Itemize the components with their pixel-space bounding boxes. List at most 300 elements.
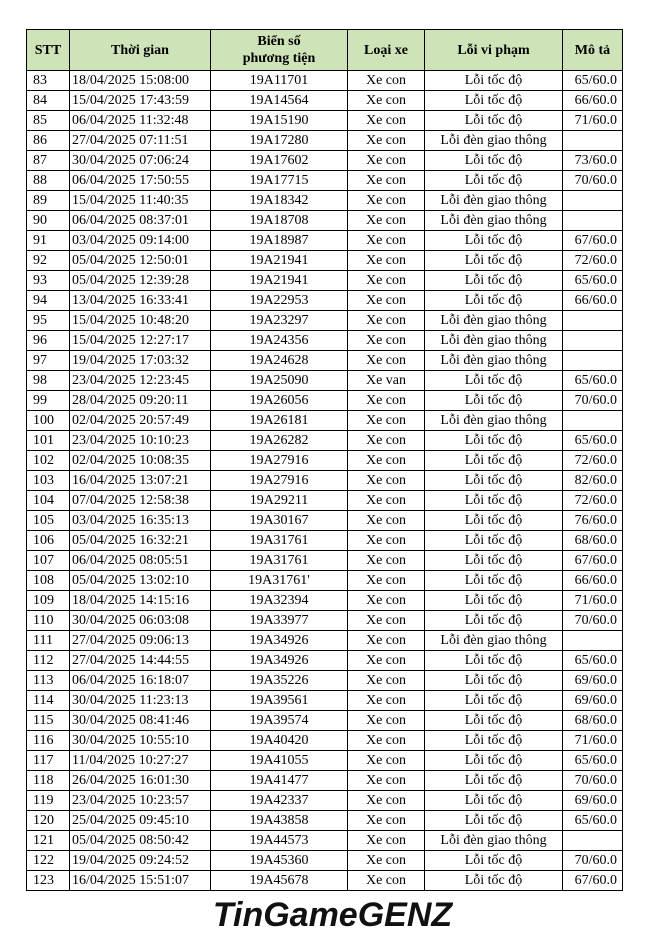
cell-stt: 87 [27, 151, 70, 171]
cell-vehicle-type: Xe con [348, 791, 425, 811]
cell-violation: Lỗi tốc độ [425, 231, 563, 251]
cell-stt: 110 [27, 611, 70, 631]
cell-plate: 19A14564 [211, 91, 348, 111]
cell-stt: 94 [27, 291, 70, 311]
cell-description [563, 831, 623, 851]
cell-vehicle-type: Xe con [348, 771, 425, 791]
cell-plate: 19A11701 [211, 71, 348, 91]
cell-plate: 19A18708 [211, 211, 348, 231]
table-row [27, 851, 623, 871]
cell-description: 67/60.0 [563, 871, 623, 891]
cell-violation: Lỗi tốc độ [425, 71, 563, 91]
table-row [27, 431, 623, 451]
cell-time: 19/04/2025 09:24:52 [70, 851, 211, 871]
cell-plate: 19A40420 [211, 731, 348, 751]
cell-violation: Lỗi tốc độ [425, 511, 563, 531]
cell-violation: Lỗi đèn giao thông [425, 411, 563, 431]
cell-plate: 19A39561 [211, 691, 348, 711]
cell-violation: Lỗi tốc độ [425, 291, 563, 311]
cell-time: 07/04/2025 12:58:38 [70, 491, 211, 511]
cell-violation: Lỗi đèn giao thông [425, 191, 563, 211]
table-row [27, 511, 623, 531]
cell-time: 23/04/2025 12:23:45 [70, 371, 211, 391]
site-watermark [0, 892, 665, 938]
cell-stt: 91 [27, 231, 70, 251]
cell-plate: 19A45360 [211, 851, 348, 871]
cell-vehicle-type: Xe con [348, 611, 425, 631]
cell-time: 19/04/2025 17:03:32 [70, 351, 211, 371]
cell-stt: 100 [27, 411, 70, 431]
cell-plate: 19A26181 [211, 411, 348, 431]
cell-stt: 104 [27, 491, 70, 511]
cell-time: 02/04/2025 10:08:35 [70, 451, 211, 471]
table-row [27, 571, 623, 591]
cell-plate: 19A32394 [211, 591, 348, 611]
cell-stt: 122 [27, 851, 70, 871]
table-row [27, 411, 623, 431]
table-row [27, 71, 623, 91]
cell-time: 06/04/2025 08:05:51 [70, 551, 211, 571]
cell-stt: 86 [27, 131, 70, 151]
table-row [27, 291, 623, 311]
cell-stt: 89 [27, 191, 70, 211]
cell-plate: 19A31761 [211, 531, 348, 551]
cell-stt: 95 [27, 311, 70, 331]
cell-plate: 19A18987 [211, 231, 348, 251]
cell-stt: 106 [27, 531, 70, 551]
table-row [27, 671, 623, 691]
cell-plate: 19A22953 [211, 291, 348, 311]
cell-stt: 114 [27, 691, 70, 711]
table-row [27, 591, 623, 611]
cell-vehicle-type: Xe con [348, 751, 425, 771]
table-row [27, 111, 623, 131]
cell-description: 69/60.0 [563, 671, 623, 691]
cell-time: 26/04/2025 16:01:30 [70, 771, 211, 791]
cell-vehicle-type: Xe con [348, 631, 425, 651]
header-plate-line2: phương tiện [242, 51, 316, 66]
cell-time: 23/04/2025 10:10:23 [70, 431, 211, 451]
table-row [27, 631, 623, 651]
cell-plate: 19A27916 [211, 471, 348, 491]
cell-plate: 19A41055 [211, 751, 348, 771]
cell-plate: 19A43858 [211, 811, 348, 831]
cell-description: 76/60.0 [563, 511, 623, 531]
cell-description: 69/60.0 [563, 791, 623, 811]
cell-vehicle-type: Xe con [348, 491, 425, 511]
cell-violation: Lỗi tốc độ [425, 711, 563, 731]
cell-stt: 83 [27, 71, 70, 91]
cell-description [563, 631, 623, 651]
cell-stt: 105 [27, 511, 70, 531]
cell-plate: 19A27916 [211, 451, 348, 471]
cell-description [563, 311, 623, 331]
cell-plate: 19A17715 [211, 171, 348, 191]
cell-stt: 119 [27, 791, 70, 811]
cell-plate: 19A26056 [211, 391, 348, 411]
table-row [27, 391, 623, 411]
cell-vehicle-type: Xe con [348, 411, 425, 431]
cell-time: 05/04/2025 16:32:21 [70, 531, 211, 551]
cell-vehicle-type: Xe con [348, 651, 425, 671]
cell-stt: 92 [27, 251, 70, 271]
cell-violation: Lỗi tốc độ [425, 791, 563, 811]
cell-violation: Lỗi tốc độ [425, 851, 563, 871]
cell-time: 15/04/2025 12:27:17 [70, 331, 211, 351]
cell-plate: 19A24356 [211, 331, 348, 351]
cell-violation: Lỗi đèn giao thông [425, 631, 563, 651]
cell-vehicle-type: Xe con [348, 191, 425, 211]
cell-vehicle-type: Xe con [348, 551, 425, 571]
cell-vehicle-type: Xe con [348, 91, 425, 111]
cell-vehicle-type: Xe con [348, 331, 425, 351]
cell-vehicle-type: Xe con [348, 691, 425, 711]
cell-time: 11/04/2025 10:27:27 [70, 751, 211, 771]
table-row [27, 451, 623, 471]
cell-description: 70/60.0 [563, 771, 623, 791]
cell-description: 65/60.0 [563, 71, 623, 91]
cell-time: 15/04/2025 11:40:35 [70, 191, 211, 211]
cell-time: 02/04/2025 20:57:49 [70, 411, 211, 431]
table-row [27, 311, 623, 331]
cell-time: 13/04/2025 16:33:41 [70, 291, 211, 311]
table-row [27, 871, 623, 891]
cell-time: 23/04/2025 10:23:57 [70, 791, 211, 811]
cell-time: 05/04/2025 08:50:42 [70, 831, 211, 851]
header-description: Mô tả [563, 30, 623, 71]
cell-vehicle-type: Xe con [348, 811, 425, 831]
cell-vehicle-type: Xe con [348, 451, 425, 471]
cell-description: 72/60.0 [563, 491, 623, 511]
cell-violation: Lỗi đèn giao thông [425, 311, 563, 331]
cell-time: 05/04/2025 13:02:10 [70, 571, 211, 591]
cell-vehicle-type: Xe con [348, 671, 425, 691]
cell-description: 71/60.0 [563, 111, 623, 131]
cell-vehicle-type: Xe con [348, 71, 425, 91]
cell-violation: Lỗi tốc độ [425, 731, 563, 751]
table-row [27, 771, 623, 791]
cell-plate: 19A35226 [211, 671, 348, 691]
cell-time: 30/04/2025 11:23:13 [70, 691, 211, 711]
cell-description: 70/60.0 [563, 391, 623, 411]
cell-plate: 19A39574 [211, 711, 348, 731]
cell-description: 65/60.0 [563, 271, 623, 291]
table-row [27, 171, 623, 191]
cell-plate: 19A17602 [211, 151, 348, 171]
cell-vehicle-type: Xe con [348, 591, 425, 611]
cell-plate: 19A34926 [211, 651, 348, 671]
cell-time: 30/04/2025 08:41:46 [70, 711, 211, 731]
header-time: Thời gian [70, 30, 211, 71]
violations-table [26, 29, 623, 891]
cell-time: 30/04/2025 10:55:10 [70, 731, 211, 751]
cell-violation: Lỗi đèn giao thông [425, 131, 563, 151]
cell-stt: 84 [27, 91, 70, 111]
cell-plate: 19A21941 [211, 271, 348, 291]
cell-stt: 112 [27, 651, 70, 671]
table-row [27, 211, 623, 231]
cell-description: 82/60.0 [563, 471, 623, 491]
table-row [27, 351, 623, 371]
cell-plate: 19A44573 [211, 831, 348, 851]
table-row [27, 491, 623, 511]
cell-stt: 103 [27, 471, 70, 491]
cell-time: 05/04/2025 12:50:01 [70, 251, 211, 271]
cell-time: 15/04/2025 10:48:20 [70, 311, 211, 331]
cell-vehicle-type: Xe con [348, 131, 425, 151]
cell-violation: Lỗi tốc độ [425, 651, 563, 671]
cell-stt: 85 [27, 111, 70, 131]
cell-time: 06/04/2025 11:32:48 [70, 111, 211, 131]
watermark-logo-text: TinGameGENZ [212, 895, 453, 934]
cell-vehicle-type: Xe con [348, 571, 425, 591]
cell-description: 71/60.0 [563, 591, 623, 611]
cell-violation: Lỗi đèn giao thông [425, 211, 563, 231]
cell-description: 70/60.0 [563, 171, 623, 191]
cell-stt: 101 [27, 431, 70, 451]
cell-description: 65/60.0 [563, 431, 623, 451]
cell-description: 69/60.0 [563, 691, 623, 711]
cell-plate: 19A30167 [211, 511, 348, 531]
cell-plate: 19A15190 [211, 111, 348, 131]
cell-time: 30/04/2025 06:03:08 [70, 611, 211, 631]
table-row [27, 471, 623, 491]
cell-time: 15/04/2025 17:43:59 [70, 91, 211, 111]
cell-description: 68/60.0 [563, 711, 623, 731]
cell-violation: Lỗi tốc độ [425, 391, 563, 411]
cell-time: 28/04/2025 09:20:11 [70, 391, 211, 411]
cell-violation: Lỗi tốc độ [425, 871, 563, 891]
cell-vehicle-type: Xe con [348, 831, 425, 851]
cell-stt: 117 [27, 751, 70, 771]
cell-stt: 116 [27, 731, 70, 751]
cell-vehicle-type: Xe con [348, 531, 425, 551]
header-vehicle-type: Loại xe [348, 30, 425, 71]
cell-time: 03/04/2025 09:14:00 [70, 231, 211, 251]
table-header [27, 30, 623, 71]
cell-violation: Lỗi tốc độ [425, 531, 563, 551]
table-row [27, 271, 623, 291]
table-row [27, 531, 623, 551]
cell-plate: 19A17280 [211, 131, 348, 151]
cell-plate: 19A42337 [211, 791, 348, 811]
cell-plate: 19A18342 [211, 191, 348, 211]
cell-description: 66/60.0 [563, 571, 623, 591]
table-row [27, 371, 623, 391]
cell-violation: Lỗi tốc độ [425, 111, 563, 131]
cell-violation: Lỗi tốc độ [425, 151, 563, 171]
cell-stt: 123 [27, 871, 70, 891]
cell-stt: 108 [27, 571, 70, 591]
cell-description: 70/60.0 [563, 851, 623, 871]
cell-vehicle-type: Xe con [348, 731, 425, 751]
cell-description: 65/60.0 [563, 751, 623, 771]
header-violation: Lỗi vi phạm [425, 30, 563, 71]
table-row [27, 551, 623, 571]
cell-violation: Lỗi tốc độ [425, 611, 563, 631]
cell-vehicle-type: Xe con [348, 851, 425, 871]
cell-violation: Lỗi tốc độ [425, 171, 563, 191]
table-row [27, 91, 623, 111]
cell-plate: 19A41477 [211, 771, 348, 791]
cell-violation: Lỗi đèn giao thông [425, 351, 563, 371]
cell-vehicle-type: Xe con [348, 471, 425, 491]
cell-plate: 19A24628 [211, 351, 348, 371]
cell-plate: 19A34926 [211, 631, 348, 651]
cell-stt: 97 [27, 351, 70, 371]
cell-time: 06/04/2025 17:50:55 [70, 171, 211, 191]
cell-violation: Lỗi tốc độ [425, 431, 563, 451]
table-body [27, 71, 623, 891]
cell-plate: 19A26282 [211, 431, 348, 451]
table-row [27, 751, 623, 771]
table-row [27, 231, 623, 251]
header-row [27, 30, 623, 71]
cell-violation: Lỗi đèn giao thông [425, 331, 563, 351]
cell-description: 65/60.0 [563, 371, 623, 391]
cell-stt: 111 [27, 631, 70, 651]
cell-description: 65/60.0 [563, 811, 623, 831]
cell-plate: 19A45678 [211, 871, 348, 891]
cell-stt: 115 [27, 711, 70, 731]
cell-vehicle-type: Xe con [348, 171, 425, 191]
cell-violation: Lỗi tốc độ [425, 251, 563, 271]
cell-violation: Lỗi tốc độ [425, 551, 563, 571]
header-plate [211, 30, 348, 71]
cell-plate: 19A33977 [211, 611, 348, 631]
cell-vehicle-type: Xe con [348, 251, 425, 271]
cell-description: 67/60.0 [563, 551, 623, 571]
cell-description [563, 131, 623, 151]
cell-time: 06/04/2025 08:37:01 [70, 211, 211, 231]
cell-time: 03/04/2025 16:35:13 [70, 511, 211, 531]
cell-description: 68/60.0 [563, 531, 623, 551]
table-row [27, 151, 623, 171]
cell-time: 27/04/2025 14:44:55 [70, 651, 211, 671]
cell-plate: 19A21941 [211, 251, 348, 271]
cell-violation: Lỗi tốc độ [425, 771, 563, 791]
table-row [27, 711, 623, 731]
cell-violation: Lỗi tốc độ [425, 91, 563, 111]
table-row [27, 791, 623, 811]
cell-vehicle-type: Xe con [348, 431, 425, 451]
cell-violation: Lỗi tốc độ [425, 751, 563, 771]
cell-violation: Lỗi tốc độ [425, 591, 563, 611]
cell-description: 72/60.0 [563, 251, 623, 271]
cell-description: 73/60.0 [563, 151, 623, 171]
cell-plate: 19A29211 [211, 491, 348, 511]
cell-description: 65/60.0 [563, 651, 623, 671]
cell-time: 16/04/2025 15:51:07 [70, 871, 211, 891]
cell-description [563, 351, 623, 371]
cell-description [563, 411, 623, 431]
cell-vehicle-type: Xe con [348, 391, 425, 411]
cell-violation: Lỗi tốc độ [425, 471, 563, 491]
cell-vehicle-type: Xe con [348, 511, 425, 531]
cell-vehicle-type: Xe con [348, 271, 425, 291]
cell-plate: 19A25090 [211, 371, 348, 391]
table-row [27, 191, 623, 211]
cell-stt: 118 [27, 771, 70, 791]
cell-vehicle-type: Xe con [348, 351, 425, 371]
cell-stt: 107 [27, 551, 70, 571]
cell-stt: 121 [27, 831, 70, 851]
cell-time: 27/04/2025 09:06:13 [70, 631, 211, 651]
cell-time: 18/04/2025 15:08:00 [70, 71, 211, 91]
cell-stt: 120 [27, 811, 70, 831]
cell-time: 30/04/2025 07:06:24 [70, 151, 211, 171]
cell-stt: 109 [27, 591, 70, 611]
cell-stt: 98 [27, 371, 70, 391]
cell-vehicle-type: Xe con [348, 291, 425, 311]
cell-violation: Lỗi tốc độ [425, 671, 563, 691]
cell-vehicle-type: Xe con [348, 231, 425, 251]
cell-violation: Lỗi đèn giao thông [425, 831, 563, 851]
cell-description [563, 331, 623, 351]
cell-time: 06/04/2025 16:18:07 [70, 671, 211, 691]
table-row [27, 831, 623, 851]
cell-stt: 93 [27, 271, 70, 291]
cell-description [563, 211, 623, 231]
cell-description: 70/60.0 [563, 611, 623, 631]
cell-stt: 88 [27, 171, 70, 191]
table-row [27, 731, 623, 751]
cell-violation: Lỗi tốc độ [425, 811, 563, 831]
cell-description [563, 191, 623, 211]
cell-plate: 19A31761' [211, 571, 348, 591]
cell-stt: 96 [27, 331, 70, 351]
table-row [27, 651, 623, 671]
cell-description: 66/60.0 [563, 91, 623, 111]
table-row [27, 131, 623, 151]
cell-violation: Lỗi tốc độ [425, 371, 563, 391]
cell-time: 18/04/2025 14:15:16 [70, 591, 211, 611]
header-stt: STT [27, 30, 70, 71]
table-row [27, 811, 623, 831]
cell-vehicle-type: Xe con [348, 871, 425, 891]
cell-vehicle-type: Xe con [348, 151, 425, 171]
cell-time: 25/04/2025 09:45:10 [70, 811, 211, 831]
cell-plate: 19A23297 [211, 311, 348, 331]
cell-stt: 99 [27, 391, 70, 411]
table-row [27, 691, 623, 711]
cell-plate: 19A31761 [211, 551, 348, 571]
cell-time: 05/04/2025 12:39:28 [70, 271, 211, 291]
cell-violation: Lỗi tốc độ [425, 571, 563, 591]
cell-description: 67/60.0 [563, 231, 623, 251]
table-row [27, 251, 623, 271]
table-row [27, 611, 623, 631]
cell-description: 72/60.0 [563, 451, 623, 471]
header-plate-line1: Biển số [257, 34, 301, 49]
cell-description: 66/60.0 [563, 291, 623, 311]
cell-violation: Lỗi tốc độ [425, 691, 563, 711]
cell-violation: Lỗi tốc độ [425, 451, 563, 471]
cell-time: 16/04/2025 13:07:21 [70, 471, 211, 491]
cell-vehicle-type: Xe con [348, 111, 425, 131]
cell-violation: Lỗi tốc độ [425, 491, 563, 511]
cell-stt: 113 [27, 671, 70, 691]
cell-stt: 102 [27, 451, 70, 471]
cell-time: 27/04/2025 07:11:51 [70, 131, 211, 151]
table-row [27, 331, 623, 351]
cell-violation: Lỗi tốc độ [425, 271, 563, 291]
cell-vehicle-type: Xe van [348, 371, 425, 391]
cell-description: 71/60.0 [563, 731, 623, 751]
cell-vehicle-type: Xe con [348, 311, 425, 331]
cell-vehicle-type: Xe con [348, 211, 425, 231]
cell-stt: 90 [27, 211, 70, 231]
